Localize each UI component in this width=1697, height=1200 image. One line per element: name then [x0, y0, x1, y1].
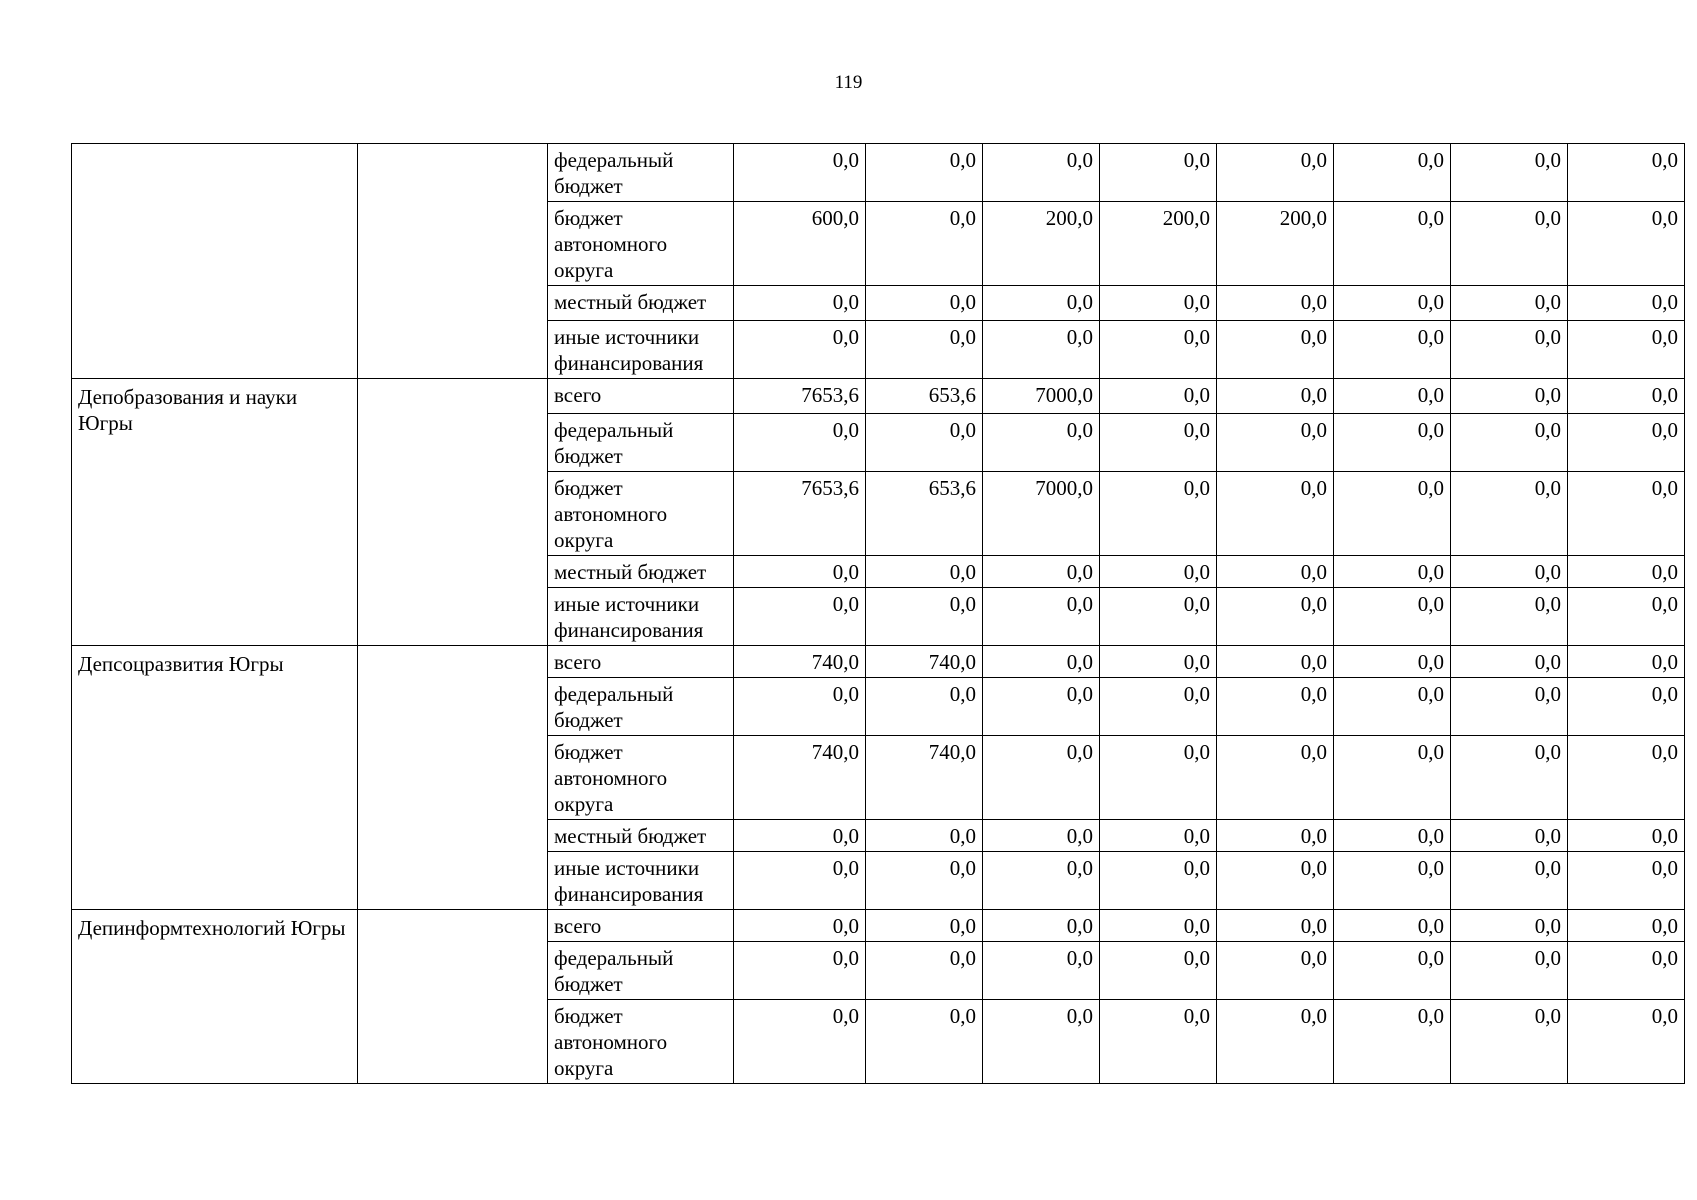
year-value-cell: 0,0	[1217, 414, 1334, 472]
year-value-cell: 0,0	[1217, 588, 1334, 646]
year-value-cell: 0,0	[866, 942, 983, 1000]
year-value-cell: 0,0	[983, 1000, 1100, 1084]
year-value-cell: 0,0	[1568, 414, 1685, 472]
year-value-cell: 0,0	[1568, 144, 1685, 202]
year-value-cell: 0,0	[983, 852, 1100, 910]
funding-source-cell: всего	[548, 646, 734, 678]
year-value-cell: 0,0	[1334, 1000, 1451, 1084]
year-value-cell: 0,0	[866, 144, 983, 202]
year-value-cell: 0,0	[1334, 202, 1451, 286]
year-value-cell: 0,0	[1451, 414, 1568, 472]
year-value-cell: 0,0	[1451, 286, 1568, 321]
year-value-cell: 0,0	[1568, 556, 1685, 588]
year-value-cell: 0,0	[1568, 1000, 1685, 1084]
year-value-cell: 0,0	[983, 414, 1100, 472]
responsible-org-cell: Депинформтехнологий Югры	[72, 910, 358, 1084]
year-value-cell: 7000,0	[983, 472, 1100, 556]
table-row	[72, 646, 1685, 678]
year-value-cell: 0,0	[866, 556, 983, 588]
funding-source-cell: иные источники финансирования	[548, 852, 734, 910]
year-value-cell: 0,0	[1334, 646, 1451, 678]
year-value-cell: 0,0	[1451, 678, 1568, 736]
year-value-cell: 0,0	[1568, 910, 1685, 942]
year-value-cell: 0,0	[1334, 286, 1451, 321]
year-value-cell: 0,0	[1334, 820, 1451, 852]
year-value-cell: 200,0	[1100, 202, 1217, 286]
year-value-cell: 0,0	[1334, 556, 1451, 588]
year-value-cell: 0,0	[1451, 820, 1568, 852]
year-value-cell: 0,0	[1100, 678, 1217, 736]
year-value-cell: 0,0	[983, 820, 1100, 852]
year-value-cell: 0,0	[1451, 910, 1568, 942]
year-value-cell: 0,0	[1568, 736, 1685, 820]
year-value-cell: 0,0	[1100, 286, 1217, 321]
total-cell: 0,0	[734, 588, 866, 646]
year-value-cell: 0,0	[1451, 852, 1568, 910]
year-value-cell: 0,0	[1334, 942, 1451, 1000]
total-cell: 600,0	[734, 202, 866, 286]
year-value-cell: 0,0	[1100, 588, 1217, 646]
funding-source-cell: федеральный бюджет	[548, 678, 734, 736]
year-value-cell: 653,6	[866, 379, 983, 414]
year-value-cell: 0,0	[866, 286, 983, 321]
year-value-cell: 0,0	[1451, 556, 1568, 588]
total-cell: 0,0	[734, 1000, 866, 1084]
year-value-cell: 0,0	[1217, 678, 1334, 736]
year-value-cell: 0,0	[983, 321, 1100, 379]
year-value-cell: 0,0	[1100, 942, 1217, 1000]
year-value-cell: 0,0	[1100, 321, 1217, 379]
funding-source-cell: бюджет автономного округа	[548, 1000, 734, 1084]
page-number: 119	[834, 72, 863, 93]
funding-source-cell: бюджет автономного округа	[548, 736, 734, 820]
funding-source-cell: иные источники финансирования	[548, 321, 734, 379]
year-value-cell: 0,0	[1451, 736, 1568, 820]
total-cell: 0,0	[734, 678, 866, 736]
year-value-cell: 0,0	[1217, 1000, 1334, 1084]
year-value-cell: 0,0	[1334, 852, 1451, 910]
year-value-cell: 0,0	[1217, 286, 1334, 321]
year-value-cell: 0,0	[983, 736, 1100, 820]
funding-source-cell: бюджет автономного округа	[548, 472, 734, 556]
table-row	[72, 379, 1685, 414]
total-cell: 0,0	[734, 942, 866, 1000]
funding-source-cell: местный бюджет	[548, 820, 734, 852]
year-value-cell: 0,0	[1100, 820, 1217, 852]
year-value-cell: 0,0	[1568, 678, 1685, 736]
year-value-cell: 0,0	[1100, 646, 1217, 678]
year-value-cell: 0,0	[1568, 852, 1685, 910]
year-value-cell: 0,0	[1334, 321, 1451, 379]
year-value-cell: 0,0	[866, 820, 983, 852]
year-value-cell: 0,0	[1568, 379, 1685, 414]
year-value-cell: 0,0	[1451, 588, 1568, 646]
year-value-cell: 0,0	[1568, 472, 1685, 556]
year-value-cell: 0,0	[1100, 852, 1217, 910]
total-cell: 0,0	[734, 321, 866, 379]
year-value-cell: 0,0	[1100, 1000, 1217, 1084]
total-cell: 740,0	[734, 736, 866, 820]
table-row	[72, 910, 1685, 942]
year-value-cell: 0,0	[1451, 379, 1568, 414]
year-value-cell: 0,0	[983, 678, 1100, 736]
year-value-cell: 0,0	[1334, 678, 1451, 736]
year-value-cell: 0,0	[1334, 414, 1451, 472]
year-value-cell: 0,0	[1217, 852, 1334, 910]
year-value-cell: 0,0	[1100, 472, 1217, 556]
year-value-cell: 0,0	[983, 144, 1100, 202]
funding-source-cell: местный бюджет	[548, 286, 734, 321]
year-value-cell: 0,0	[1451, 321, 1568, 379]
year-value-cell: 0,0	[983, 646, 1100, 678]
year-value-cell: 0,0	[1217, 379, 1334, 414]
year-value-cell: 0,0	[1217, 910, 1334, 942]
year-value-cell: 0,0	[1568, 286, 1685, 321]
year-value-cell: 200,0	[983, 202, 1100, 286]
year-value-cell: 0,0	[1100, 910, 1217, 942]
year-value-cell: 0,0	[1217, 736, 1334, 820]
year-value-cell: 0,0	[1451, 646, 1568, 678]
year-value-cell: 0,0	[983, 588, 1100, 646]
year-value-cell: 0,0	[1334, 144, 1451, 202]
year-value-cell: 0,0	[1217, 321, 1334, 379]
responsible-org-cell: Депобразования и науки Югры	[72, 379, 358, 646]
year-value-cell: 7000,0	[983, 379, 1100, 414]
year-value-cell: 0,0	[1217, 472, 1334, 556]
responsible-org-cell	[72, 144, 358, 379]
funding-source-cell: федеральный бюджет	[548, 414, 734, 472]
year-value-cell: 0,0	[1451, 472, 1568, 556]
year-value-cell: 0,0	[1100, 556, 1217, 588]
financing-table	[71, 143, 1685, 1084]
year-value-cell: 0,0	[1100, 736, 1217, 820]
year-value-cell: 0,0	[866, 1000, 983, 1084]
total-cell: 0,0	[734, 910, 866, 942]
funding-source-cell: бюджет автономного округа	[548, 202, 734, 286]
year-value-cell: 0,0	[1100, 414, 1217, 472]
year-value-cell: 200,0	[1217, 202, 1334, 286]
year-value-cell: 0,0	[1217, 942, 1334, 1000]
year-value-cell: 0,0	[983, 910, 1100, 942]
year-value-cell: 0,0	[1568, 321, 1685, 379]
year-value-cell: 0,0	[983, 286, 1100, 321]
program-cell	[358, 379, 548, 646]
year-value-cell: 0,0	[1451, 942, 1568, 1000]
total-cell: 0,0	[734, 820, 866, 852]
year-value-cell: 0,0	[866, 910, 983, 942]
year-value-cell: 0,0	[1568, 202, 1685, 286]
responsible-org-cell: Депсоцразвития Югры	[72, 646, 358, 910]
year-value-cell: 0,0	[1217, 144, 1334, 202]
funding-source-cell: местный бюджет	[548, 556, 734, 588]
total-cell: 0,0	[734, 556, 866, 588]
year-value-cell: 740,0	[866, 736, 983, 820]
year-value-cell: 0,0	[1451, 202, 1568, 286]
year-value-cell: 0,0	[866, 678, 983, 736]
total-cell: 7653,6	[734, 472, 866, 556]
year-value-cell: 0,0	[1334, 910, 1451, 942]
year-value-cell: 0,0	[1334, 588, 1451, 646]
year-value-cell: 0,0	[1334, 472, 1451, 556]
year-value-cell: 0,0	[1451, 1000, 1568, 1084]
year-value-cell: 0,0	[866, 321, 983, 379]
funding-source-cell: всего	[548, 910, 734, 942]
total-cell: 0,0	[734, 852, 866, 910]
total-cell: 0,0	[734, 286, 866, 321]
year-value-cell: 0,0	[866, 414, 983, 472]
total-cell: 0,0	[734, 144, 866, 202]
year-value-cell: 0,0	[1217, 646, 1334, 678]
year-value-cell: 0,0	[983, 942, 1100, 1000]
funding-source-cell: федеральный бюджет	[548, 942, 734, 1000]
funding-source-cell: всего	[548, 379, 734, 414]
year-value-cell: 0,0	[866, 852, 983, 910]
total-cell: 740,0	[734, 646, 866, 678]
year-value-cell: 0,0	[1217, 556, 1334, 588]
program-cell	[358, 646, 548, 910]
funding-source-cell: федеральный бюджет	[548, 144, 734, 202]
year-value-cell: 0,0	[1217, 820, 1334, 852]
year-value-cell: 0,0	[1568, 820, 1685, 852]
year-value-cell: 0,0	[1334, 736, 1451, 820]
table-row	[72, 144, 1685, 202]
funding-source-cell: иные источники финансирования	[548, 588, 734, 646]
year-value-cell: 740,0	[866, 646, 983, 678]
total-cell: 0,0	[734, 414, 866, 472]
year-value-cell: 0,0	[1334, 379, 1451, 414]
year-value-cell: 653,6	[866, 472, 983, 556]
year-value-cell: 0,0	[1100, 144, 1217, 202]
year-value-cell: 0,0	[1568, 588, 1685, 646]
year-value-cell: 0,0	[1568, 942, 1685, 1000]
year-value-cell: 0,0	[983, 556, 1100, 588]
total-cell: 7653,6	[734, 379, 866, 414]
year-value-cell: 0,0	[1568, 646, 1685, 678]
program-cell	[358, 910, 548, 1084]
program-cell	[358, 144, 548, 379]
year-value-cell: 0,0	[866, 588, 983, 646]
year-value-cell: 0,0	[1451, 144, 1568, 202]
year-value-cell: 0,0	[1100, 379, 1217, 414]
year-value-cell: 0,0	[866, 202, 983, 286]
